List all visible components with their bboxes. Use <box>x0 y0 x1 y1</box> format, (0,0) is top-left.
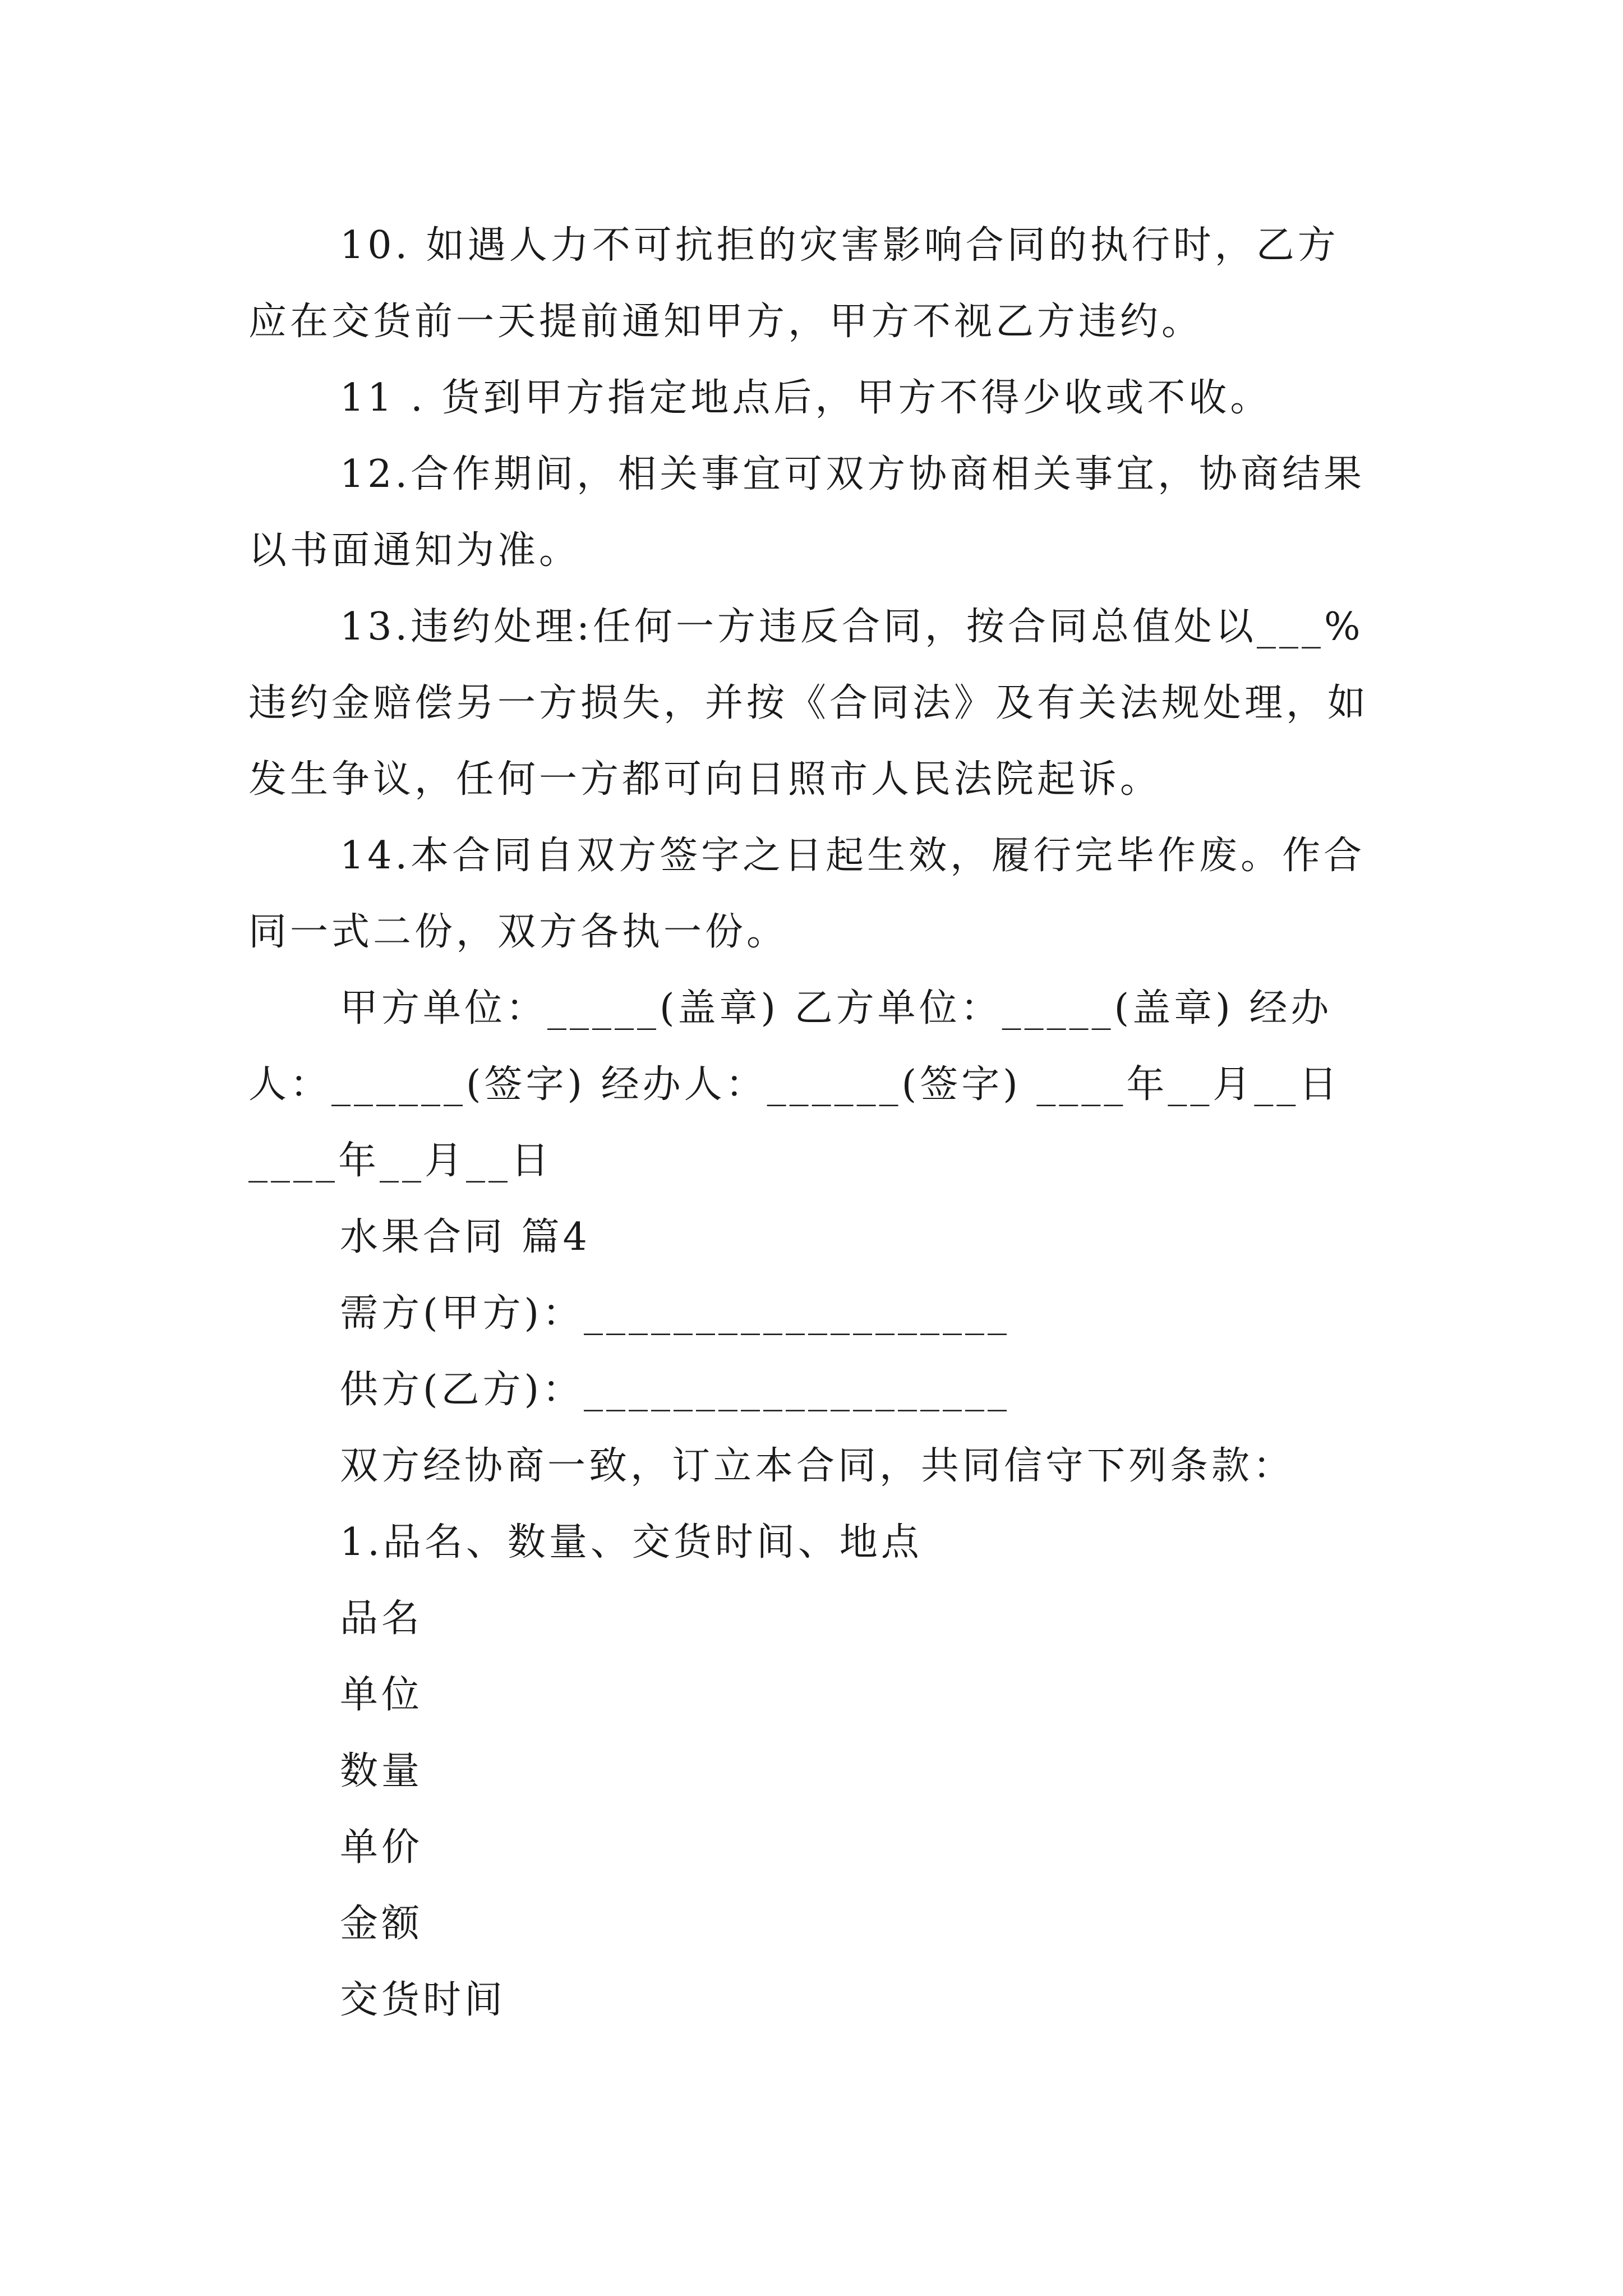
field-quantity: 数量 <box>340 1749 423 1793</box>
clause-12: 12.合作期间，相关事宜可双方协商相关事宜，协商结果以书面通知为准。 <box>248 452 1366 573</box>
clause-10: 10. 如遇人力不可抗拒的灾害影响合同的执行时，乙方应在交货前一天提前通知甲方，甲方不视乙方违约。 <box>248 223 1339 344</box>
document-body <box>248 208 1376 2039</box>
field-amount: 金额 <box>340 1902 423 1946</box>
agreement-intro: 双方经协商一致，订立本合同，共同信守下列条款： <box>340 1444 1295 1488</box>
clause-14: 14.本合同自双方签字之日起生效，履行完毕作废。作合同一式二份，双方各执一份。 <box>248 834 1366 954</box>
field-delivery-time: 交货时间 <box>340 1978 506 2022</box>
field-product-name: 品名 <box>340 1596 423 1641</box>
clause-11: 11 . 货到甲方指定地点后，甲方不得少收或不收。 <box>340 376 1272 420</box>
contract-heading: 水果合同 篇4 <box>340 1215 591 1259</box>
buyer-line: 需方(甲方)：___________________ <box>340 1291 1011 1336</box>
field-unit-price: 单价 <box>340 1825 423 1870</box>
field-unit: 单位 <box>340 1673 423 1717</box>
section-1-title: 1.品名、数量、交货时间、地点 <box>340 1520 923 1565</box>
signature-block: 甲方单位：_____(盖章) 乙方单位：_____(盖章) 经办人：______(签字) 经办人：______(签字) ____年__月__日 ____年__月__日 <box>248 986 1341 1183</box>
clause-13: 13.违约处理:任何一方违反合同，按合同总值处以___%违约金赔偿另一方损失，并按《合同法》及有关法规处理，如发生争议，任何一方都可向日照市人民法院起诉。 <box>248 605 1370 802</box>
supplier-line: 供方(乙方)：___________________ <box>340 1368 1011 1412</box>
